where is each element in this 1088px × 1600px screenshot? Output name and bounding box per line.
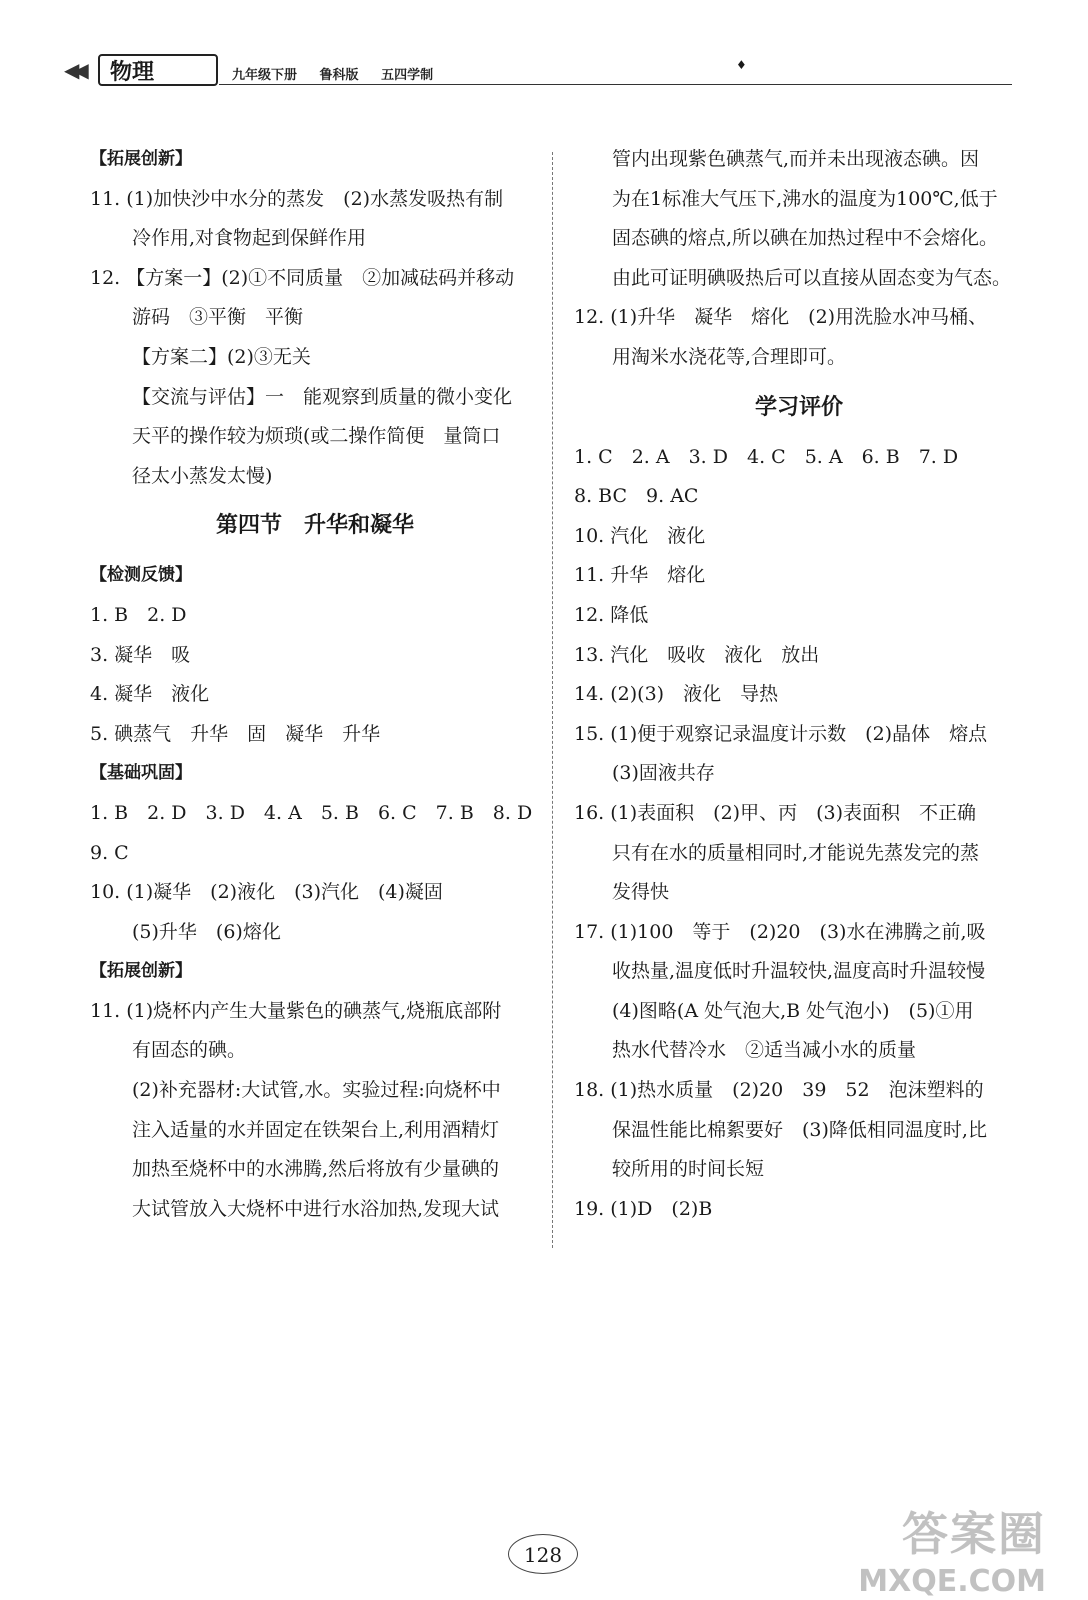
answer-line-continued: (2)补充器材:大试管,水。实验过程:向烧杯中 — [132, 1079, 501, 1102]
answer-line-continued: 管内出现紫色碘蒸气,而并未出现液态碘。因 — [612, 148, 980, 170]
header-dot-icon: ♦ — [736, 58, 747, 72]
answer-line: 1. B 2. D — [90, 603, 187, 626]
answer-line: 8. BC 9. AC — [574, 485, 699, 508]
grade-label: 九年级下册 — [232, 68, 298, 83]
header-rule — [219, 84, 1012, 85]
answer-line: 19. (1)D (2)B — [574, 1197, 713, 1220]
answer-line: 11. 升华 熔化 — [574, 564, 706, 587]
column-divider — [552, 152, 553, 1248]
subject-title: 物理 — [98, 54, 218, 86]
answer-line-continued: (3)固液共存 — [612, 762, 715, 785]
answer-line-continued: 用淘米水浇花等,合理即可。 — [612, 345, 847, 368]
edition-label: 鲁科版 — [319, 68, 359, 83]
answer-line: 12. 降低 — [574, 603, 649, 626]
answer-line-continued: 有固态的碘。 — [132, 1039, 247, 1062]
section-heading: 【基础巩固】 — [90, 763, 192, 784]
answer-line-continued: 径太小蒸发太慢) — [132, 464, 273, 487]
answer-line-continued: 【交流与评估】一 能观察到质量的微小变化 — [132, 385, 513, 408]
answer-line-continued: 注入适量的水并固定在铁架台上,利用酒精灯 — [132, 1118, 500, 1141]
chapter-title: 第四节 升华和凝华 — [215, 513, 414, 539]
answer-line-continued: 加热至烧杯中的水沸腾,然后将放有少量碘的 — [132, 1158, 500, 1181]
answer-line-continued: (5)升华 (6)熔化 — [132, 920, 281, 943]
watermark-url: MXQE.COM — [858, 1564, 1046, 1599]
chapter-title: 学习评价 — [754, 394, 843, 420]
answer-line-continued: (4)图略(A 处气泡大,B 处气泡小) (5)①用 — [612, 999, 974, 1022]
right-column — [574, 140, 1024, 1229]
answer-line: 10. 汽化 液化 — [574, 524, 706, 547]
header-meta — [232, 64, 451, 83]
answer-line-continued: 只有在水的质量相同时,才能说先蒸发完的蒸 — [612, 841, 980, 864]
answer-line: 12. 【方案一】(2)①不同质量 ②加减砝码并移动 — [90, 266, 515, 289]
answer-line: 3. 凝华 吸 — [90, 643, 191, 666]
answer-line-continued: 较所用的时间长短 — [612, 1158, 765, 1181]
answer-line: 1. B 2. D 3. D 4. A 5. B 6. C 7. B 8. D — [90, 801, 533, 824]
answer-line-continued: 天平的操作较为烦琐(或二操作简便 量筒口 — [132, 425, 501, 448]
answer-line: 13. 汽化 吸收 液化 放出 — [574, 643, 820, 666]
page-header — [64, 52, 1012, 92]
answer-line-continued: 游码 ③平衡 平衡 — [132, 306, 304, 329]
answer-line: 15. (1)便于观察记录温度计示数 (2)晶体 熔点 — [574, 722, 988, 745]
answer-line-continued: 热水代替冷水 ②适当减小水的质量 — [612, 1039, 917, 1062]
answer-line-continued: 由此可证明碘吸热后可以直接从固态变为气态。 — [612, 266, 1012, 289]
answer-line: 16. (1)表面积 (2)甲、丙 (3)表面积 不正确 — [574, 801, 976, 824]
section-heading: 【拓展创新】 — [90, 961, 192, 982]
answer-line: 18. (1)热水质量 (2)20 39 52 泡沫塑料的 — [574, 1079, 984, 1102]
answer-line: 11. (1)烧杯内产生大量紫色的碘蒸气,烧瓶底部附 — [90, 999, 502, 1022]
answer-line: 11. (1)加快沙中水分的蒸发 (2)水蒸发吸热有制 — [90, 187, 504, 210]
answer-line: 4. 凝华 液化 — [90, 683, 210, 706]
watermark-logo: 答案圈 — [902, 1507, 1046, 1561]
section-heading: 【检测反馈】 — [90, 565, 192, 586]
answer-line-continued: 【方案二】(2)③无关 — [132, 345, 311, 368]
answer-line: 9. C — [90, 841, 129, 864]
answer-line-continued: 大试管放入大烧杯中进行水浴加热,发现大试 — [132, 1197, 500, 1220]
answer-line-continued: 冷作用,对食物起到保鲜作用 — [132, 227, 367, 250]
system-label: 五四学制 — [381, 68, 434, 83]
answer-line: 17. (1)100 等于 (2)20 (3)水在沸腾之前,吸 — [574, 920, 986, 943]
left-column — [90, 140, 540, 1229]
section-heading: 【拓展创新】 — [90, 149, 192, 169]
answer-line: 10. (1)凝华 (2)液化 (3)汽化 (4)凝固 — [90, 881, 443, 904]
page-number: 128 — [508, 1534, 578, 1574]
back-arrow-icon: ◀◀ — [64, 58, 83, 82]
answer-line: 14. (2)(3) 液化 导热 — [574, 683, 779, 706]
answer-line-continued: 固态碘的熔点,所以碘在加热过程中不会熔化。 — [612, 227, 999, 250]
answer-line-continued: 发得快 — [612, 881, 670, 904]
answer-line-continued: 保温性能比棉絮要好 (3)降低相同温度时,比 — [612, 1118, 987, 1141]
answer-line: 5. 碘蒸气 升华 固 凝华 升华 — [90, 722, 381, 745]
answer-line-continued: 收热量,温度低时升温较快,温度高时升温较慢 — [612, 960, 986, 983]
answer-line: 1. C 2. A 3. D 4. C 5. A 6. B 7. D — [574, 445, 959, 468]
answer-line-continued: 为在1标准大气压下,沸水的温度为100℃,低于 — [612, 187, 998, 210]
watermark — [858, 1498, 1046, 1599]
answer-line: 12. (1)升华 凝华 熔化 (2)用洗脸水冲马桶、 — [574, 306, 988, 329]
